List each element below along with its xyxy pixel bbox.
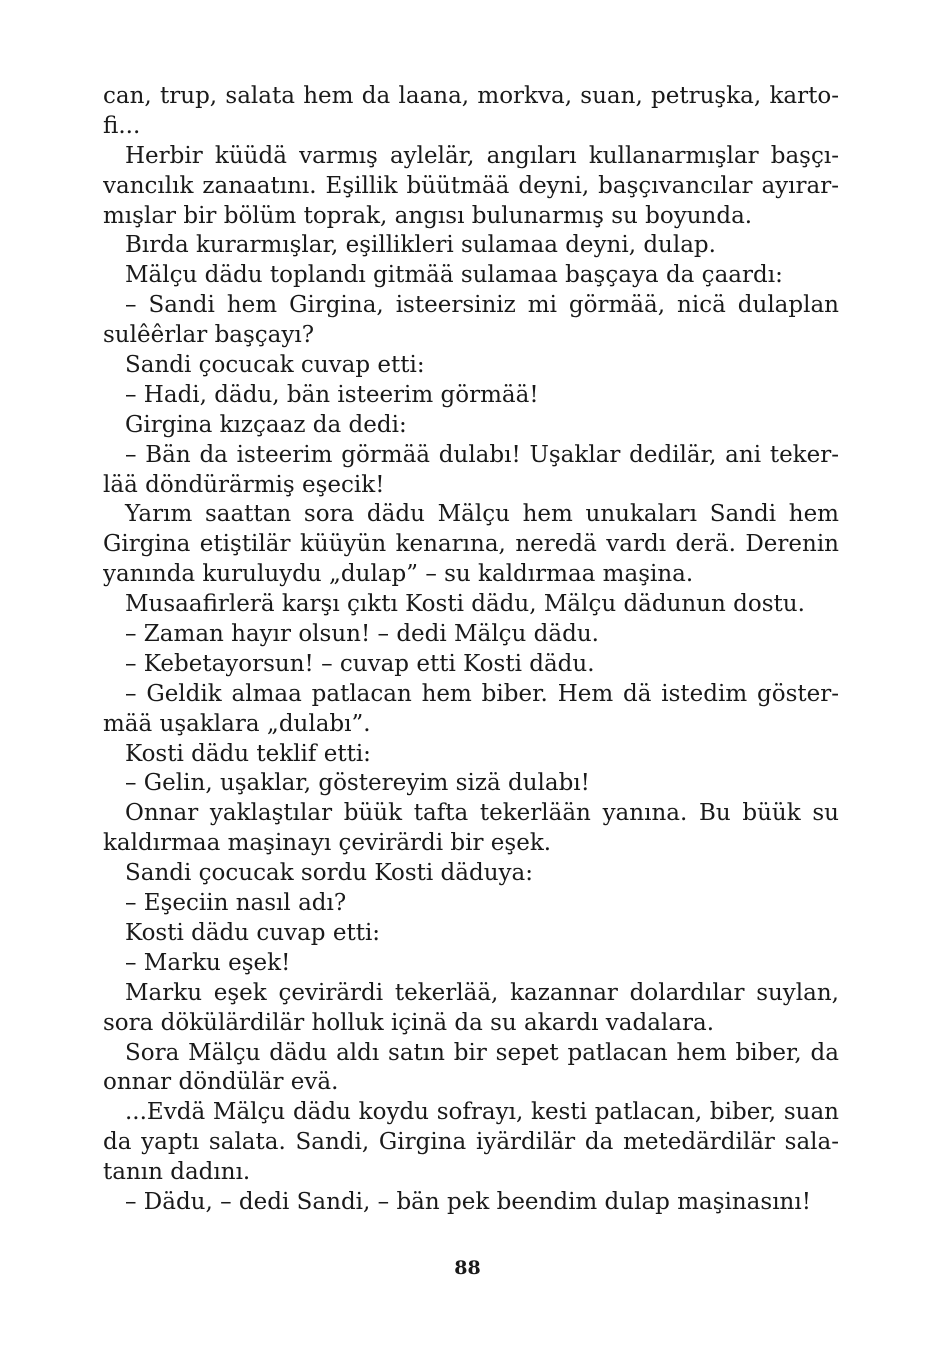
text-line: sora dökülärdilär holluk içinä da su akardı vadalara.: [103, 1009, 715, 1036]
text-line: tanın dadını.: [103, 1159, 251, 1186]
text-line: Girgina etiştilär küüyün kenarına, neredä vardı derä. Derenin: [103, 531, 839, 558]
text-line: can, trup, salata hem da laana, morkva, suan, petruşka, karto-: [103, 83, 839, 109]
text-line: ...Evdä Mälçu dädu koydu sofrayı, kesti patlacan, biber, suan: [125, 1099, 839, 1126]
text-line: Yarım saattan sora dädu Mälçu hem unukaları Sandi hem: [125, 501, 839, 528]
text-line: – Zaman hayır olsun! – dedi Mälçu dädu.: [125, 621, 599, 648]
text-line: – Eşeciin nasıl adı?: [125, 890, 347, 917]
text-line: mää uşaklara „dulabı”.: [103, 710, 371, 737]
text-line: kaldırmaa maşinayı çevirärdi bir eşek.: [103, 830, 552, 857]
text-line: fi...: [103, 112, 141, 139]
text-line: – Gelin, uşaklar, göstereyim sizä dulabı!: [125, 770, 590, 797]
text-line: Sandi çocucak sordu Kosti däduya:: [125, 860, 533, 887]
text-line: Marku eşek çevirärdi tekerlää, kazannar dolardılar suylan,: [125, 979, 839, 1006]
page-number: 88: [454, 1257, 481, 1279]
text-line: Musaafirlerä karşı çıktı Kosti dädu, Mälçu dädunun dostu.: [125, 591, 805, 618]
text-line: – Kebetayorsun! – cuvap etti Kosti dädu.: [125, 650, 595, 677]
text-line: Bırda kurarmışlar, eşillikleri sulamaa deyni, dulap.: [125, 232, 716, 259]
text-line: Herbir küüdä varmış aylelär, angıları kullanarmışlar başçı-: [125, 142, 839, 169]
text-line: – Sandi hem Girgina, isteersiniz mi görmää, nicä dulaplan: [125, 292, 839, 319]
text-line: Girgina kızçaaz da dedi:: [125, 411, 407, 438]
page-body-text: [103, 82, 839, 1218]
text-line: – Dädu, – dedi Sandi, – bän pek beendim dulap maşinasını!: [125, 1188, 811, 1215]
text-line: vancılık zanaatını. Eşillik büütmää deyni, başçıvancılar ayırar-: [103, 172, 839, 199]
text-line: yanında kuruluydu „dulap” – su kaldırmaa maşina.: [103, 561, 694, 588]
text-line: – Hadi, dädu, bän isteerim görmää!: [125, 381, 539, 408]
text-line: Kosti dädu teklif etti:: [125, 740, 371, 767]
text-line: Sandi çocucak cuvap etti:: [125, 352, 425, 379]
text-line: Mälçu dädu toplandı gitmää sulamaa başçaya da çaardı:: [125, 262, 783, 289]
text-line: Onnar yaklaştılar büük tafta tekerlään yanına. Bu büük su: [125, 800, 839, 827]
text-line: onnar döndülär evä.: [103, 1069, 339, 1096]
text-line: sulêêrlar başçayı?: [103, 322, 315, 349]
text-line: – Geldik almaa patlacan hem biber. Hem dä istedim göster-: [125, 680, 839, 707]
text-line: lää döndürärmiş eşecik!: [103, 471, 385, 498]
text-line: da yaptı salata. Sandi, Girgina iyärdilär da metedärdilär sala-: [103, 1129, 839, 1156]
text-line: Kosti dädu cuvap etti:: [125, 919, 381, 946]
text-line: – Marku eşek!: [125, 949, 291, 976]
text-line: mışlar bir bölüm toprak, angısı bulunarmış su boyunda.: [103, 202, 753, 229]
text-line: – Bän da isteerim görmää dulabı! Uşaklar dedilär, ani teker-: [125, 441, 839, 468]
text-line: Sora Mälçu dädu aldı satın bir sepet patlacan hem biber, da: [125, 1039, 839, 1066]
